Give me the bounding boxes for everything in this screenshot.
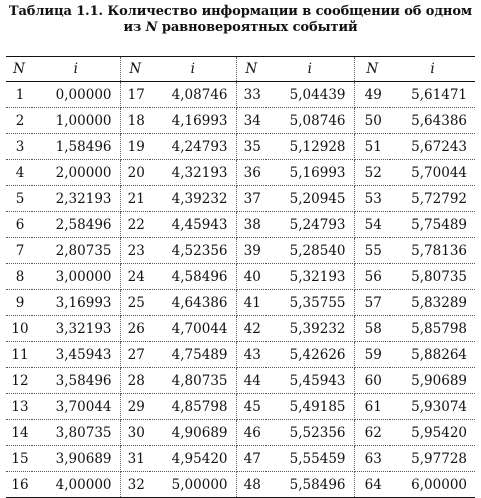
column-header-n: N — [120, 57, 150, 82]
cell-n: 3 — [6, 134, 32, 160]
cell-n: 37 — [236, 186, 266, 212]
cell-n: 14 — [6, 420, 32, 446]
cell-n: 47 — [236, 446, 266, 472]
cell-i: 5,39232 — [266, 316, 354, 342]
cell-n: 2 — [6, 108, 32, 134]
cell-i: 5,32193 — [266, 264, 354, 290]
table-row — [6, 82, 475, 108]
cell-n: 1 — [6, 82, 32, 108]
caption-text: равновероятных событий — [157, 20, 358, 35]
cell-n: 19 — [120, 134, 150, 160]
cell-n: 40 — [236, 264, 266, 290]
cell-n: 12 — [6, 368, 32, 394]
cell-i: 5,58496 — [266, 472, 354, 498]
cell-n: 55 — [354, 238, 390, 264]
cell-n: 20 — [120, 160, 150, 186]
cell-i: 0,00000 — [32, 82, 120, 108]
table-row — [6, 264, 475, 290]
cell-n: 18 — [120, 108, 150, 134]
cell-n: 53 — [354, 186, 390, 212]
cell-i: 5,45943 — [266, 368, 354, 394]
cell-i: 5,85798 — [390, 316, 475, 342]
caption-variable: N — [145, 20, 158, 35]
cell-i: 5,90689 — [390, 368, 475, 394]
cell-i: 4,64386 — [150, 290, 236, 316]
cell-i: 5,28540 — [266, 238, 354, 264]
cell-i: 2,00000 — [32, 160, 120, 186]
table-row — [6, 160, 475, 186]
cell-i: 4,80735 — [150, 368, 236, 394]
cell-i: 2,80735 — [32, 238, 120, 264]
caption-line-1: Таблица 1.1. Количество информации в сообщении об одном — [8, 4, 473, 19]
cell-i: 4,52356 — [150, 238, 236, 264]
table-row — [6, 394, 475, 420]
cell-i: 1,00000 — [32, 108, 120, 134]
cell-i: 5,16993 — [266, 160, 354, 186]
cell-n: 59 — [354, 342, 390, 368]
cell-n: 38 — [236, 212, 266, 238]
cell-i: 4,16993 — [150, 108, 236, 134]
table-row — [6, 368, 475, 394]
cell-i: 5,24793 — [266, 212, 354, 238]
cell-i: 5,00000 — [150, 472, 236, 498]
cell-i: 3,90689 — [32, 446, 120, 472]
cell-n: 28 — [120, 368, 150, 394]
column-header-i: i — [266, 57, 354, 82]
table-body — [6, 82, 475, 498]
table-row — [6, 446, 475, 472]
cell-n: 10 — [6, 316, 32, 342]
cell-n: 9 — [6, 290, 32, 316]
column-header-n: N — [236, 57, 266, 82]
column-header-i: i — [32, 57, 120, 82]
cell-n: 35 — [236, 134, 266, 160]
caption-text: из — [123, 20, 146, 35]
cell-i: 3,80735 — [32, 420, 120, 446]
cell-i: 3,58496 — [32, 368, 120, 394]
cell-i: 5,20945 — [266, 186, 354, 212]
cell-i: 4,75489 — [150, 342, 236, 368]
cell-i: 5,61471 — [390, 82, 475, 108]
cell-n: 46 — [236, 420, 266, 446]
cell-i: 1,58496 — [32, 134, 120, 160]
cell-i: 5,04439 — [266, 82, 354, 108]
cell-i: 3,00000 — [32, 264, 120, 290]
cell-n: 15 — [6, 446, 32, 472]
cell-n: 29 — [120, 394, 150, 420]
table-row — [6, 186, 475, 212]
cell-i: 3,45943 — [32, 342, 120, 368]
cell-i: 5,75489 — [390, 212, 475, 238]
table-row — [6, 108, 475, 134]
cell-n: 58 — [354, 316, 390, 342]
cell-i: 5,08746 — [266, 108, 354, 134]
cell-n: 57 — [354, 290, 390, 316]
column-header-n: N — [6, 57, 32, 82]
cell-i: 5,97728 — [390, 446, 475, 472]
cell-i: 4,08746 — [150, 82, 236, 108]
table-row — [6, 316, 475, 342]
cell-i: 4,58496 — [150, 264, 236, 290]
cell-i: 3,32193 — [32, 316, 120, 342]
cell-n: 32 — [120, 472, 150, 498]
information-table — [6, 56, 475, 498]
cell-i: 4,24793 — [150, 134, 236, 160]
cell-n: 54 — [354, 212, 390, 238]
cell-n: 31 — [120, 446, 150, 472]
cell-n: 17 — [120, 82, 150, 108]
cell-n: 43 — [236, 342, 266, 368]
table-caption — [4, 4, 477, 36]
cell-i: 2,58496 — [32, 212, 120, 238]
cell-i: 4,39232 — [150, 186, 236, 212]
column-header-i: i — [390, 57, 475, 82]
cell-i: 4,95420 — [150, 446, 236, 472]
cell-i: 5,78136 — [390, 238, 475, 264]
table-row — [6, 212, 475, 238]
cell-n: 24 — [120, 264, 150, 290]
cell-n: 39 — [236, 238, 266, 264]
table-row — [6, 290, 475, 316]
cell-i: 4,32193 — [150, 160, 236, 186]
cell-i: 5,95420 — [390, 420, 475, 446]
cell-n: 21 — [120, 186, 150, 212]
cell-n: 13 — [6, 394, 32, 420]
cell-n: 23 — [120, 238, 150, 264]
cell-i: 6,00000 — [390, 472, 475, 498]
cell-i: 5,67243 — [390, 134, 475, 160]
table-row — [6, 472, 475, 498]
cell-n: 8 — [6, 264, 32, 290]
cell-n: 30 — [120, 420, 150, 446]
cell-n: 64 — [354, 472, 390, 498]
cell-i: 3,16993 — [32, 290, 120, 316]
cell-i: 5,52356 — [266, 420, 354, 446]
cell-n: 36 — [236, 160, 266, 186]
caption-line-2 — [4, 20, 477, 36]
cell-n: 62 — [354, 420, 390, 446]
cell-n: 49 — [354, 82, 390, 108]
table-row — [6, 134, 475, 160]
cell-n: 50 — [354, 108, 390, 134]
cell-n: 6 — [6, 212, 32, 238]
cell-n: 42 — [236, 316, 266, 342]
header-row — [6, 57, 475, 82]
cell-n: 45 — [236, 394, 266, 420]
cell-i: 2,32193 — [32, 186, 120, 212]
cell-i: 4,90689 — [150, 420, 236, 446]
cell-i: 4,00000 — [32, 472, 120, 498]
cell-i: 3,70044 — [32, 394, 120, 420]
cell-n: 60 — [354, 368, 390, 394]
cell-i: 5,72792 — [390, 186, 475, 212]
cell-i: 5,80735 — [390, 264, 475, 290]
cell-n: 48 — [236, 472, 266, 498]
cell-i: 4,45943 — [150, 212, 236, 238]
cell-n: 22 — [120, 212, 150, 238]
cell-i: 5,55459 — [266, 446, 354, 472]
cell-n: 41 — [236, 290, 266, 316]
cell-i: 4,85798 — [150, 394, 236, 420]
cell-n: 26 — [120, 316, 150, 342]
cell-i: 5,35755 — [266, 290, 354, 316]
cell-i: 4,70044 — [150, 316, 236, 342]
table-row — [6, 420, 475, 446]
cell-n: 52 — [354, 160, 390, 186]
cell-n: 51 — [354, 134, 390, 160]
cell-n: 33 — [236, 82, 266, 108]
cell-i: 5,83289 — [390, 290, 475, 316]
cell-n: 34 — [236, 108, 266, 134]
column-header-i: i — [150, 57, 236, 82]
cell-i: 5,12928 — [266, 134, 354, 160]
cell-i: 5,64386 — [390, 108, 475, 134]
cell-i: 5,49185 — [266, 394, 354, 420]
cell-n: 4 — [6, 160, 32, 186]
cell-n: 7 — [6, 238, 32, 264]
table-row — [6, 238, 475, 264]
cell-n: 5 — [6, 186, 32, 212]
cell-i: 5,88264 — [390, 342, 475, 368]
cell-i: 5,42626 — [266, 342, 354, 368]
cell-n: 56 — [354, 264, 390, 290]
cell-n: 27 — [120, 342, 150, 368]
cell-n: 61 — [354, 394, 390, 420]
column-header-n: N — [354, 57, 390, 82]
cell-n: 44 — [236, 368, 266, 394]
cell-n: 16 — [6, 472, 32, 498]
cell-n: 63 — [354, 446, 390, 472]
cell-i: 5,93074 — [390, 394, 475, 420]
table-row — [6, 342, 475, 368]
cell-n: 25 — [120, 290, 150, 316]
cell-n: 11 — [6, 342, 32, 368]
cell-i: 5,70044 — [390, 160, 475, 186]
